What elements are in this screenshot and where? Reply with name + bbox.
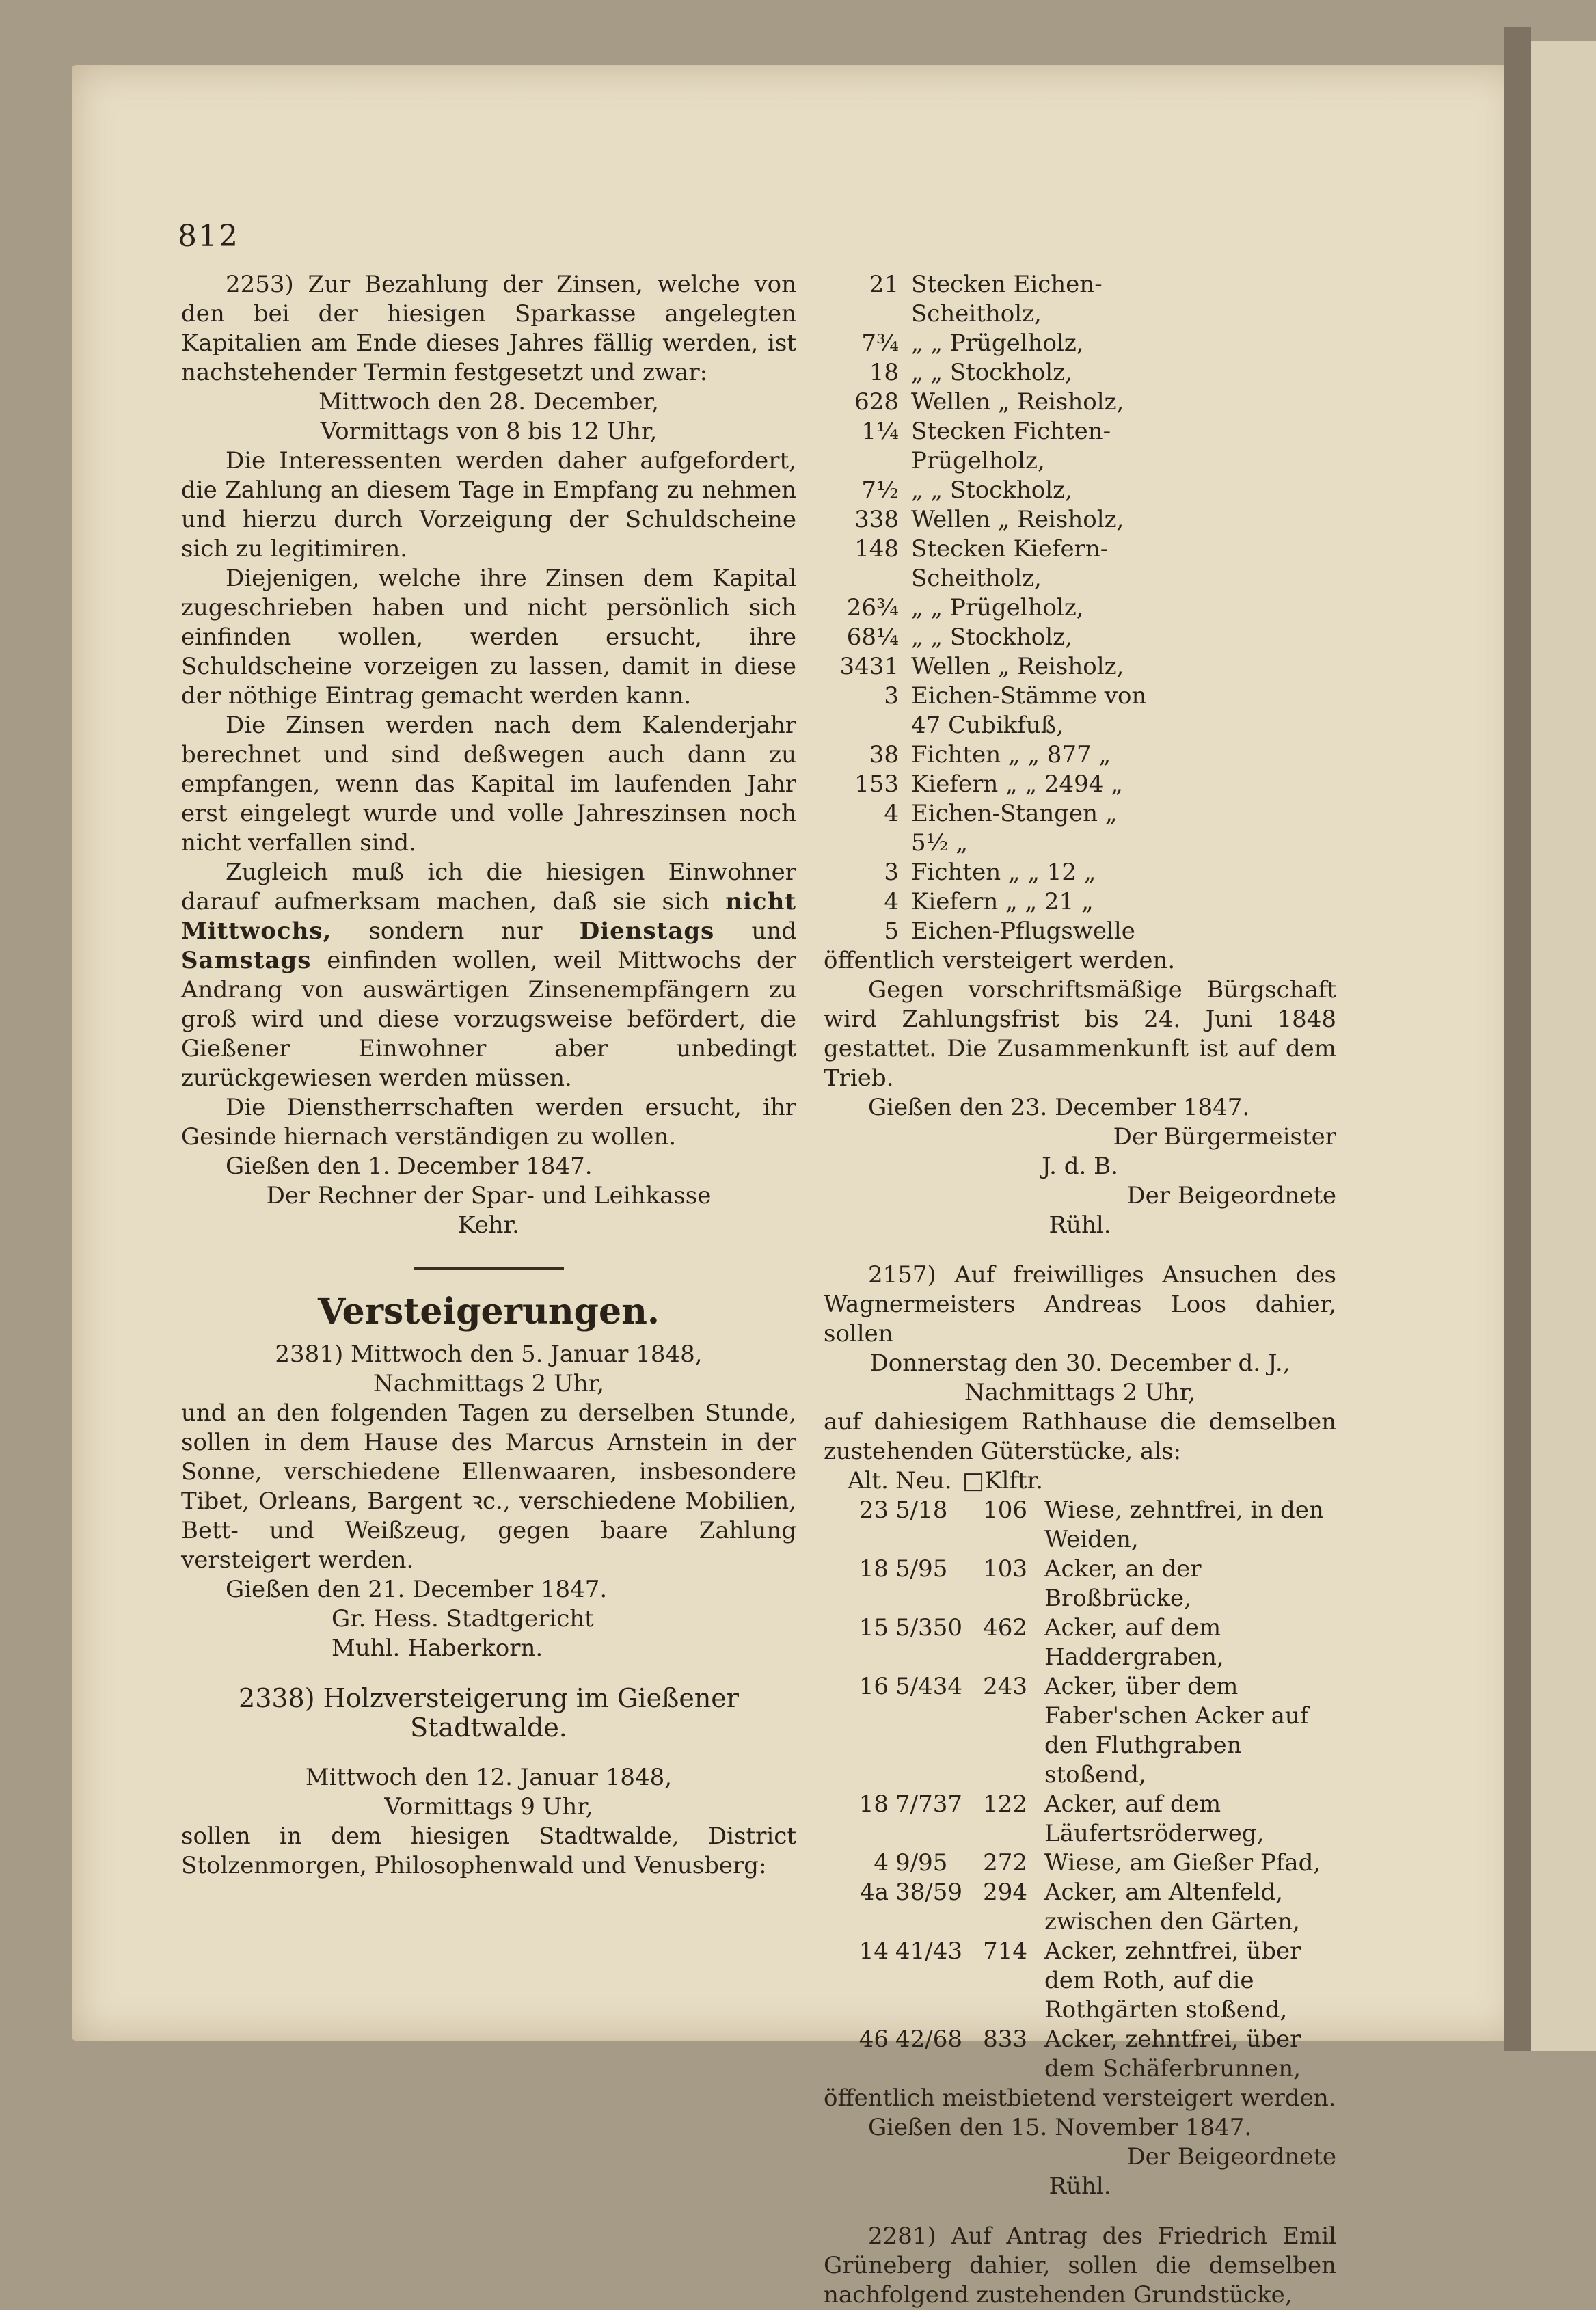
right-column [824,270,1336,2310]
wood-quantity: 153 [854,770,899,798]
notice-2157-closing: öffentlich meistbietend versteigert werden. [824,2084,1336,2112]
notice-2157-signer: Rühl. [1049,2173,1111,2200]
notice-2157-intro: 2157) Auf freiwilliges Ansuchen des Wagnermeisters Andreas Loos dahier, sollen [824,1261,1336,1347]
parcel-neu: 5/18 [895,1496,948,1524]
parcel-alt: 16 [858,1673,889,1700]
notice-2157-signature: Der Beigeordnete [1126,2143,1336,2171]
wood-quantity: 21 [869,271,899,298]
wood-row [824,623,1157,652]
wood-description: Wellen „ Reisholz, [911,653,1124,680]
spacer [824,1240,1336,1261]
parcel-header-row [824,1466,1336,1496]
wood-description: Fichten „ „ 12 „ [911,859,1096,886]
book-spine [1504,27,1531,2051]
parcel-row [824,1672,1336,1790]
col-alt-header: Alt. [848,1467,889,1494]
wood-description: „ „ Stockholz, [911,623,1072,651]
wood-description: Eichen-Pflugswelle [911,917,1135,945]
wood-row [824,329,1157,358]
divider [414,1267,564,1270]
wood-quantity: 338 [854,506,899,533]
wood-description: Wellen „ Reisholz, [911,388,1124,416]
notice-2253-para: Die Zinsen werden nach dem Kalenderjahr berechnet und sind deßwegen auch dann zu empfangen, wenn das Kapital im laufenden Jahr erst eingelegt wurde und volle Jahreszinsen noch nicht verfallen sind. [181,712,796,857]
parcel-klftr: 833 [983,2026,1027,2053]
notice-2253-signature: Der Rechner der Spar- und Leihkasse [266,1182,712,1209]
parcel-klftr: 122 [983,1790,1027,1818]
parcel-row [824,1555,1336,1613]
wood-description: Eichen-Stämme von 47 Cubikfuß, [911,682,1147,739]
wood-row [824,740,1157,770]
emphasis: nicht Mittwochs, [181,888,797,945]
parcel-row [824,1849,1336,1878]
wood-description: Stecken Fichten-Prügelholz, [911,418,1111,474]
notice-2338-body: sollen in dem hiesigen Stadtwalde, District Stolzenmorgen, Philosophenwald und Venusberg: [181,1823,796,1879]
parcel-neu: 7/737 [895,1790,962,1818]
wood-quantity: 3 [884,682,899,710]
parcel-table [824,1466,1336,2084]
parcel-neu: 42/68 [895,2026,962,2053]
notice-2253-date: Mittwoch den 28. December, [319,388,659,416]
parcel-klftr: 103 [983,1555,1027,1583]
wood-row [824,652,1157,682]
parcel-alt: 23 [858,1496,889,1524]
wood-quantity: 628 [854,388,899,416]
wood-quantity: 7½ [861,476,899,504]
wood-quantity: 7¾ [861,330,899,357]
parcel-row [824,2025,1336,2084]
notice-2381-date: 2381) Mittwoch den 5. Januar 1848, [275,1341,703,1368]
wood-quantity: 3431 [839,653,899,680]
wood-row [824,770,1157,799]
wood-quantity: 4 [884,888,899,915]
wood-row [824,417,1157,476]
notice-2338-time: Vormittags 9 Uhr, [384,1793,593,1821]
notice-2157-body: auf dahiesigem Rathhause die demselben zustehenden Güterstücke, als: [824,1408,1336,1465]
wood-quantity: 68¼ [846,623,899,651]
wood-quantity: 38 [869,741,899,768]
parcel-neu: 5/95 [895,1555,948,1583]
parcel-klftr: 106 [983,1496,1027,1524]
notice-2157-time: Nachmittags 2 Uhr, [964,1379,1195,1406]
parcel-alt: 4 [874,1849,889,1877]
parcel-klftr: 272 [983,1849,1027,1877]
notice-2253-intro: 2253) Zur Bezahlung der Zinsen, welche von den bei der hiesigen Sparkasse angelegten Kapitalien am Ende dieses Jahres fällig werden, ist nachstehender Termin festgesetzt und zwar: [181,271,796,386]
parcel-description: Acker, zehntfrei, über dem Roth, auf die Rothgärten stoßend, [1044,1937,1301,2024]
spacer [181,1743,796,1763]
parcel-neu: 41/43 [895,1937,962,1965]
wood-description: „ „ Stockholz, [911,476,1072,504]
wood-description: Eichen-Stangen „ 5½ „ [911,800,1118,857]
parcel-description: Acker, am Altenfeld, zwischen den Gärten, [1044,1879,1300,1935]
wood-terms: Gegen vorschriftsmäßige Bürgschaft wird Zahlungsfrist bis 24. Juni 1848 gestattet. Die Zusammenkunft ist auf dem Trieb. [824,976,1336,1092]
emphasis: Dienstags [579,917,715,945]
notice-2253-signer: Kehr. [458,1211,519,1239]
wood-row [824,388,1157,417]
parcel-neu: 5/350 [895,1614,962,1641]
text: und [751,917,796,945]
parcel-alt: 18 [858,1555,889,1583]
parcel-description: Acker, auf dem Haddergraben, [1044,1614,1224,1671]
parcel-alt: 46 [858,2026,889,2053]
parcel-alt: 14 [858,1937,889,1965]
parcel-description: Acker, an der Broßbrücke, [1044,1555,1202,1612]
wood-quantity: 26¾ [846,594,899,621]
notice-2253-para: Die Dienstherrschaften werden ersucht, ihr Gesinde hiernach verständigen zu wollen. [181,1094,796,1151]
col-desc-header [1044,1466,1336,1496]
notice-2381-place: Gießen den 21. December 1847. [226,1576,608,1603]
wood-description: Fichten „ „ 877 „ [911,741,1111,768]
col-klftr-header: □Klftr. [962,1467,1043,1494]
wood-description: Kiefern „ „ 2494 „ [911,770,1123,798]
notice-2381-signers: Muhl. Haberkorn. [332,1635,543,1662]
wood-quantity: 5 [884,917,899,945]
left-column [181,270,796,1881]
wood-description: „ „ Stockholz, [911,359,1072,386]
col-neu-header: Neu. [895,1467,952,1494]
parcel-row [824,1790,1336,1849]
wood-description: „ „ Prügelholz, [911,594,1084,621]
spacer [181,1663,796,1684]
wood-place: Gießen den 23. December 1847. [868,1094,1250,1121]
parcel-klftr: 294 [983,1879,1027,1906]
notice-2381-body: und an den folgenden Tagen zu derselben Stunde, sollen in dem Hause des Marcus Arnstein in der Sonne, verschiedene Ellenwaaren, insbesondere Tibet, Orleans, Bargent ꝛc., verschiedene Mobilien, Bett- und Weißzeug, gegen baare Zahlung versteigert werden. [181,1399,796,1574]
wood-quantity: 4 [884,800,899,827]
wood-table [824,270,1157,946]
wood-description: Stecken Kiefern-Scheitholz, [911,535,1109,592]
wood-row [824,505,1157,535]
wood-row [824,358,1157,388]
parcel-row [824,1496,1336,1555]
parcel-description: Acker, auf dem Läufertsröderweg, [1044,1790,1264,1847]
parcel-description: Acker, über dem Faber'schen Acker auf den Fluthgraben stoßend, [1044,1673,1309,1788]
parcel-alt: 15 [858,1614,889,1641]
parcel-row [824,1878,1336,1937]
text: Zugleich muß ich die hiesigen Einwohner darauf aufmerksam machen, daß sie sich [181,859,796,915]
notice-2281-intro: 2281) Auf Antrag des Friedrich Emil Grüneberg dahier, sollen die demselben nachfolgend zustehenden Grundstücke, [824,2222,1336,2309]
notice-2338-date: Mittwoch den 12. Januar 1848, [305,1764,673,1791]
notice-2253-time: Vormittags von 8 bis 12 Uhr, [320,418,658,445]
parcel-row [824,1613,1336,1672]
notice-2157-place: Gießen den 15. November 1847. [868,2114,1252,2141]
wood-description: Wellen „ Reisholz, [911,506,1124,533]
text: sondern nur [368,917,543,945]
text: einfinden wollen, weil Mittwochs der Andrang von auswärtigen Zinsenempfängern zu groß wird und diese vorzugsweise befördert, die Gießener Einwohner aber unbedingt zurückgewiesen werden müssen. [181,947,797,1092]
wood-description: Stecken Eichen-Scheitholz, [911,271,1103,327]
parcel-klftr: 243 [983,1673,1027,1700]
notice-2253-para [181,858,796,1093]
parcel-alt: 18 [858,1790,889,1818]
wood-row [824,917,1157,946]
parcel-klftr: 462 [983,1614,1027,1641]
wood-row [824,858,1157,887]
spacer [824,2201,1336,2222]
wood-closing: öffentlich versteigert werden. [824,947,1176,974]
wood-row [824,270,1157,329]
wood-quantity: 18 [869,359,899,386]
wood-row [824,887,1157,917]
wood-signature: J. d. B. [1042,1153,1118,1180]
notice-2253-para: Diejenigen, welche ihre Zinsen dem Kapital zugeschrieben haben und nicht persönlich sich einfinden wollen, werden ersucht, ihre Schuldscheine vorzeigen zu lassen, damit in diese der nöthige Eintrag gemacht werden kann. [181,565,796,710]
section-heading: Versteigerungen. [318,1291,660,1332]
parcel-description: Wiese, zehntfrei, in den Weiden, [1044,1496,1324,1553]
wood-description: „ „ Prügelholz, [911,330,1084,357]
notice-2381-signature: Gr. Hess. Stadtgericht [332,1605,594,1633]
parcel-row [824,1937,1336,2025]
notice-2157-date: Donnerstag den 30. December d. J., [869,1349,1290,1377]
parcel-description: Acker, zehntfrei, über dem Schäferbrunnen, [1044,2026,1301,2082]
parcel-neu: 38/59 [895,1879,962,1906]
wood-signature: Der Beigeordnete [1126,1182,1336,1209]
facing-page-edge [1531,41,1596,2051]
wood-row [824,535,1157,593]
wood-row [824,682,1157,740]
notice-2338-title: 2338) Holzversteigerung im Gießener Stadtwalde. [239,1683,739,1743]
wood-quantity: 148 [854,535,899,563]
parcel-klftr: 714 [983,1937,1027,1965]
parcel-neu: 9/95 [895,1849,948,1877]
notice-2253-para: Die Interessenten werden daher aufgefordert, die Zahlung an diesem Tage in Empfang zu nehmen und hierzu durch Vorzeigung der Schuldscheine sich zu legitimiren. [181,447,796,563]
wood-row [824,593,1157,623]
wood-signature: Der Bürgermeister [1113,1123,1336,1151]
notice-2253-place: Gießen den 1. December 1847. [226,1153,593,1180]
wood-row [824,799,1157,858]
parcel-alt: 4a [860,1879,889,1906]
wood-quantity: 1¼ [861,418,899,445]
wood-signer: Rühl. [1049,1211,1111,1239]
wood-description: Kiefern „ „ 21 „ [911,888,1094,915]
emphasis: Samstags [181,947,312,974]
wood-row [824,476,1157,505]
parcel-neu: 5/434 [895,1673,962,1700]
parcel-description: Wiese, am Gießer Pfad, [1044,1849,1321,1877]
notice-2381-time: Nachmittags 2 Uhr, [373,1370,604,1397]
page-number: 812 [178,219,239,254]
wood-quantity: 3 [884,859,899,886]
